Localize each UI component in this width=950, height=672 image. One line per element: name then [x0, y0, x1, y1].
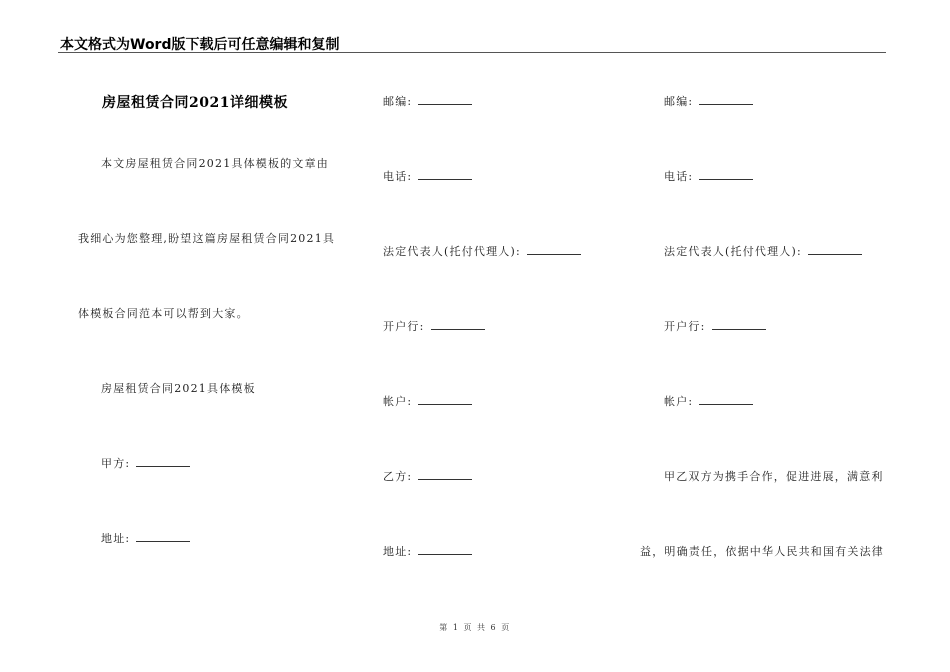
document-header-title: 本文格式为Word版下载后可任意编辑和复制	[60, 37, 340, 53]
contract-subtitle: 房屋租赁合同2021具体模板	[101, 382, 256, 395]
party-b-legal-rep-blank	[808, 244, 862, 255]
party-b-field	[383, 468, 472, 484]
party-a-blank	[136, 456, 190, 467]
party-a-postcode-label: 邮编:	[383, 95, 413, 108]
agreement-paragraph-line-2: 益，明确责任，依据中华人民共和国有关法律	[640, 545, 884, 558]
party-a-legal-rep-field	[383, 243, 581, 259]
party-b-postcode-blank	[699, 94, 753, 105]
party-a-account-label: 帐户:	[383, 395, 413, 408]
intro-paragraph-line-1: 本文房屋租赁合同2021具体模板的文章由	[101, 157, 329, 170]
party-a-legal-rep-blank	[527, 244, 581, 255]
party-b-bank-label: 开户行:	[664, 320, 706, 333]
party-b-account-field	[664, 393, 753, 409]
party-a-label: 甲方:	[101, 457, 131, 470]
intro-paragraph-line-3: 体模板合同范本可以帮到大家。	[78, 307, 249, 320]
party-a-account-blank	[418, 394, 472, 405]
header-divider	[58, 52, 886, 53]
party-a-address-blank	[136, 531, 190, 542]
party-b-postcode-field	[664, 93, 753, 109]
page-number: 第 1 页 共 6 页	[439, 623, 511, 632]
intro-paragraph-line-2: 我细心为您整理,盼望这篇房屋租赁合同2021具	[78, 232, 336, 245]
party-a-phone-label: 电话:	[383, 170, 413, 183]
party-a-account-field	[383, 393, 472, 409]
party-b-legal-rep-field	[664, 243, 862, 259]
party-a-postcode-field	[383, 93, 472, 109]
party-a-address-field	[101, 530, 190, 546]
party-b-legal-rep-label: 法定代表人(托付代理人):	[664, 245, 802, 258]
party-a-phone-blank	[418, 169, 472, 180]
party-b-bank-field	[664, 318, 766, 334]
party-a-address-label: 地址:	[101, 532, 131, 545]
party-b-phone-blank	[699, 169, 753, 180]
party-a-field	[101, 455, 190, 471]
document-title: 房屋租赁合同2021详细模板	[102, 95, 288, 111]
party-b-account-blank	[699, 394, 753, 405]
party-a-bank-label: 开户行:	[383, 320, 425, 333]
party-b-phone-field	[664, 168, 753, 184]
party-a-bank-blank	[431, 319, 485, 330]
party-b-label: 乙方:	[383, 470, 413, 483]
party-a-legal-rep-label: 法定代表人(托付代理人):	[383, 245, 521, 258]
party-b-blank	[418, 469, 472, 480]
party-b-address-blank	[418, 544, 472, 555]
party-a-postcode-blank	[418, 94, 472, 105]
party-b-address-field	[383, 543, 472, 559]
party-b-bank-blank	[712, 319, 766, 330]
party-b-phone-label: 电话:	[664, 170, 694, 183]
party-b-postcode-label: 邮编:	[664, 95, 694, 108]
agreement-paragraph-line-1: 甲乙双方为携手合作，促进进展，满意利	[664, 470, 884, 483]
party-b-account-label: 帐户:	[664, 395, 694, 408]
party-b-address-label: 地址:	[383, 545, 413, 558]
party-a-phone-field	[383, 168, 472, 184]
party-a-bank-field	[383, 318, 485, 334]
